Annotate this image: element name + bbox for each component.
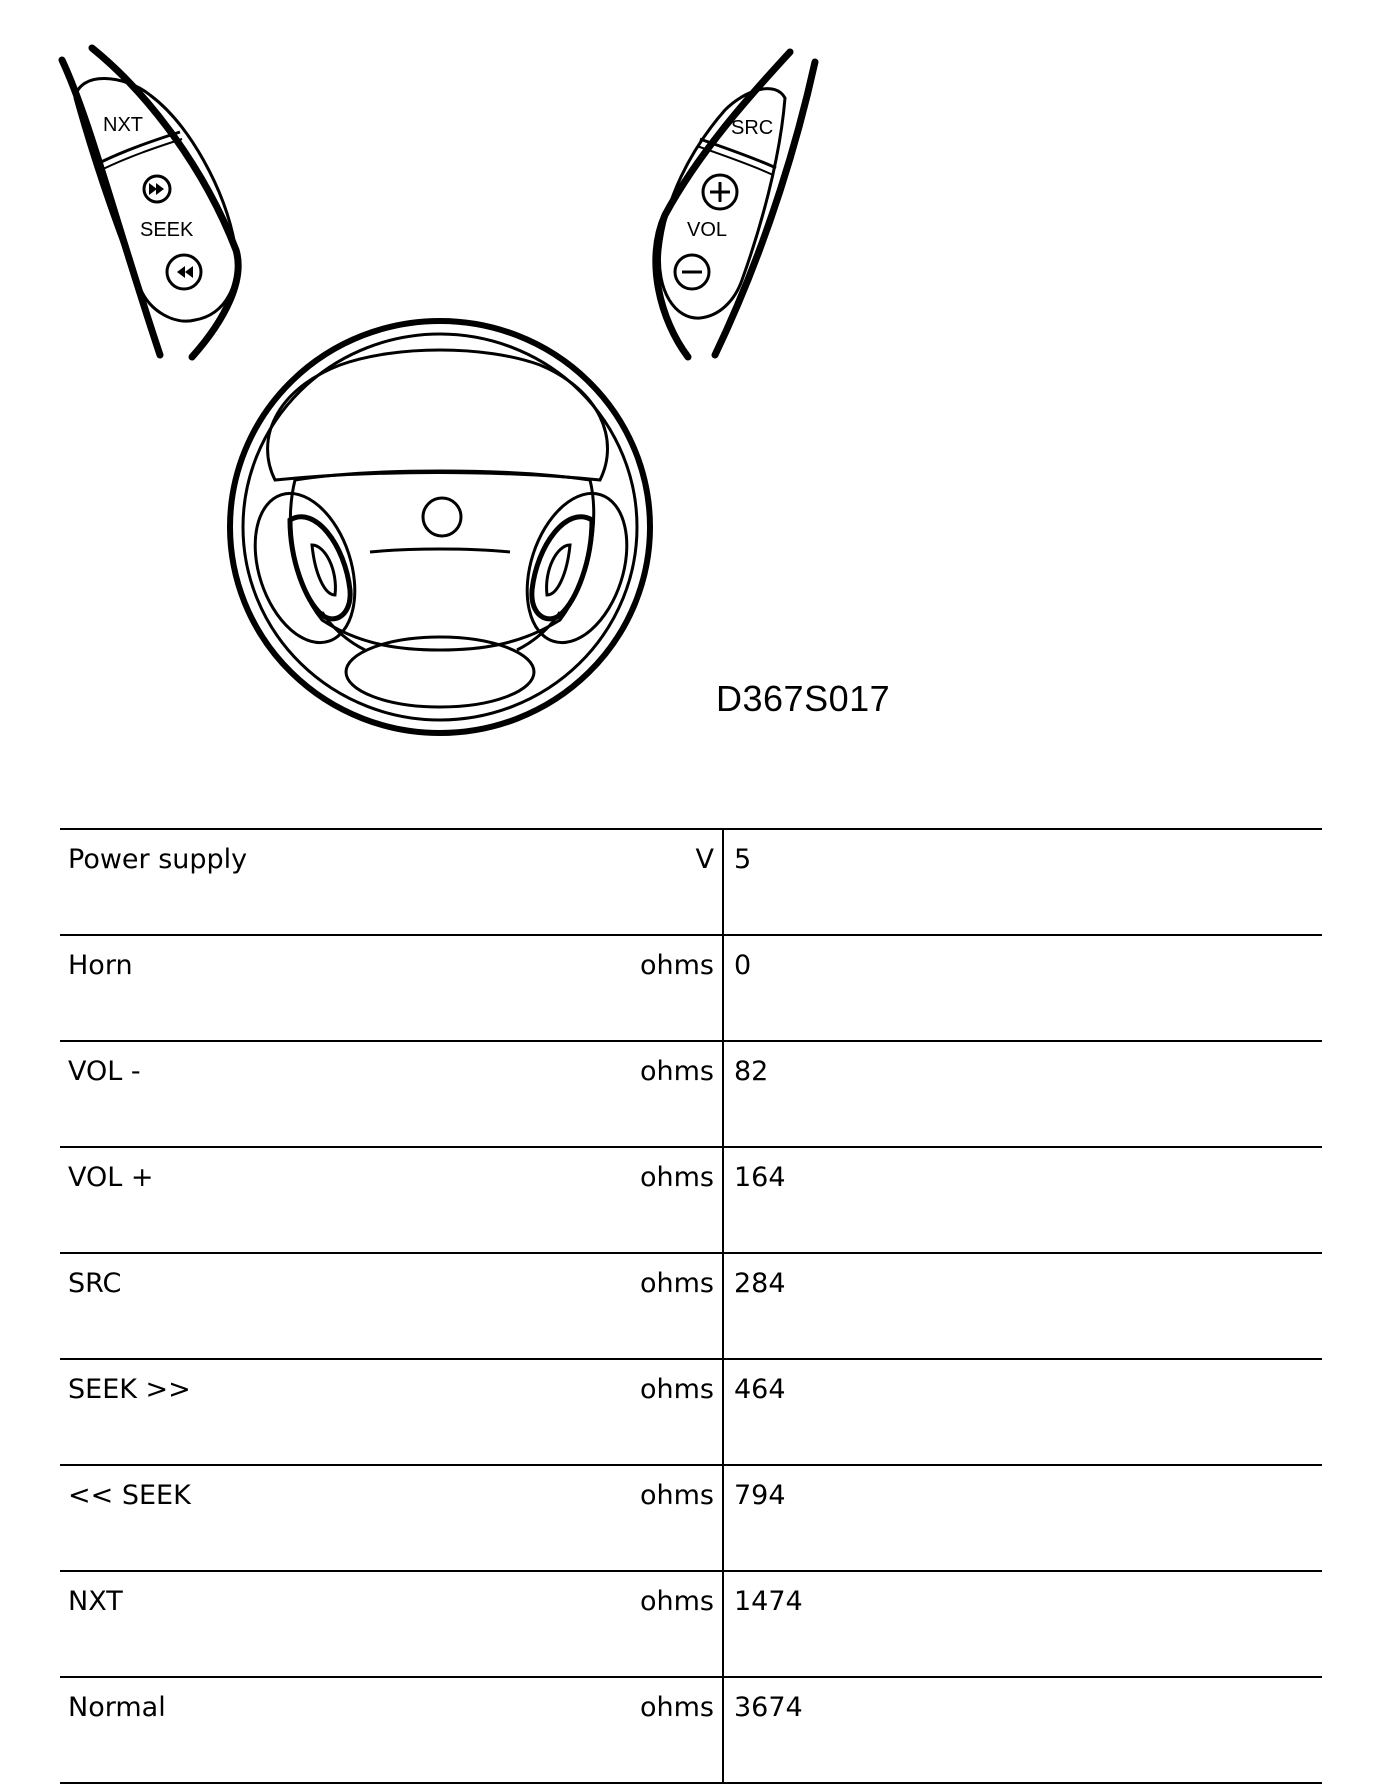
wheel-rim-inner	[243, 334, 637, 720]
table-row	[60, 1041, 1322, 1147]
table-row	[60, 1253, 1322, 1359]
row-unit: ohms	[640, 1374, 714, 1405]
row-name: Normal	[68, 1692, 166, 1723]
wheel-center-emblem	[423, 498, 461, 536]
steering-wheel	[230, 321, 650, 733]
seek-forward-icon	[144, 176, 170, 202]
row-name: << SEEK	[68, 1480, 191, 1511]
table-row	[60, 1465, 1322, 1571]
row-label-cell	[60, 1041, 723, 1147]
table-row	[60, 829, 1322, 935]
src-button-label: SRC	[731, 117, 774, 139]
row-label-cell	[60, 1571, 723, 1677]
wheel-rim-outer	[230, 321, 650, 733]
table-row	[60, 1571, 1322, 1677]
row-value: 1474	[723, 1571, 1322, 1677]
table-row	[60, 1677, 1322, 1783]
row-unit: ohms	[640, 1162, 714, 1193]
row-value: 82	[723, 1041, 1322, 1147]
wheel-hub-crease	[370, 549, 510, 552]
table-row	[60, 1147, 1322, 1253]
row-unit: ohms	[640, 1268, 714, 1299]
row-label-cell	[60, 1465, 723, 1571]
row-name: NXT	[68, 1586, 123, 1617]
row-name: SEEK >>	[68, 1374, 191, 1405]
row-label-cell	[60, 829, 723, 935]
steering-wheel-diagram	[0, 0, 1376, 780]
row-unit: ohms	[640, 1056, 714, 1087]
row-unit: V	[695, 844, 714, 875]
row-label-cell	[60, 1677, 723, 1783]
left-switch-pad	[62, 48, 238, 357]
drawing-reference-number: D367S017	[716, 678, 891, 719]
row-unit: ohms	[640, 1480, 714, 1511]
row-label-cell	[60, 1359, 723, 1465]
row-name: VOL +	[68, 1162, 154, 1193]
right-switch-pad	[656, 52, 815, 357]
row-name: Power supply	[68, 844, 248, 875]
volume-up-icon	[703, 175, 737, 209]
nxt-button-label: NXT	[103, 114, 143, 136]
vol-label: VOL	[687, 219, 728, 241]
right-switch-divider	[700, 139, 776, 168]
volume-down-icon	[675, 255, 709, 289]
row-value: 464	[723, 1359, 1322, 1465]
table-row	[60, 1359, 1322, 1465]
row-value: 0	[723, 935, 1322, 1041]
row-unit: ohms	[640, 1586, 714, 1617]
table-row	[60, 935, 1322, 1041]
row-label-cell	[60, 1253, 723, 1359]
row-label-cell	[60, 935, 723, 1041]
row-name: Horn	[68, 950, 133, 981]
row-value: 794	[723, 1465, 1322, 1571]
row-name: VOL -	[68, 1056, 141, 1087]
seek-label: SEEK	[140, 219, 194, 241]
row-value: 5	[723, 829, 1322, 935]
row-value: 164	[723, 1147, 1322, 1253]
row-name: SRC	[68, 1268, 122, 1299]
row-unit: ohms	[640, 950, 714, 981]
row-value: 3674	[723, 1677, 1322, 1783]
row-label-cell	[60, 1147, 723, 1253]
left-switch-divider	[95, 132, 180, 165]
row-value: 284	[723, 1253, 1322, 1359]
wheel-lower-opening	[346, 637, 534, 707]
seek-back-icon	[167, 255, 201, 289]
resistance-spec-table	[60, 828, 1322, 1784]
row-unit: ohms	[640, 1692, 714, 1723]
